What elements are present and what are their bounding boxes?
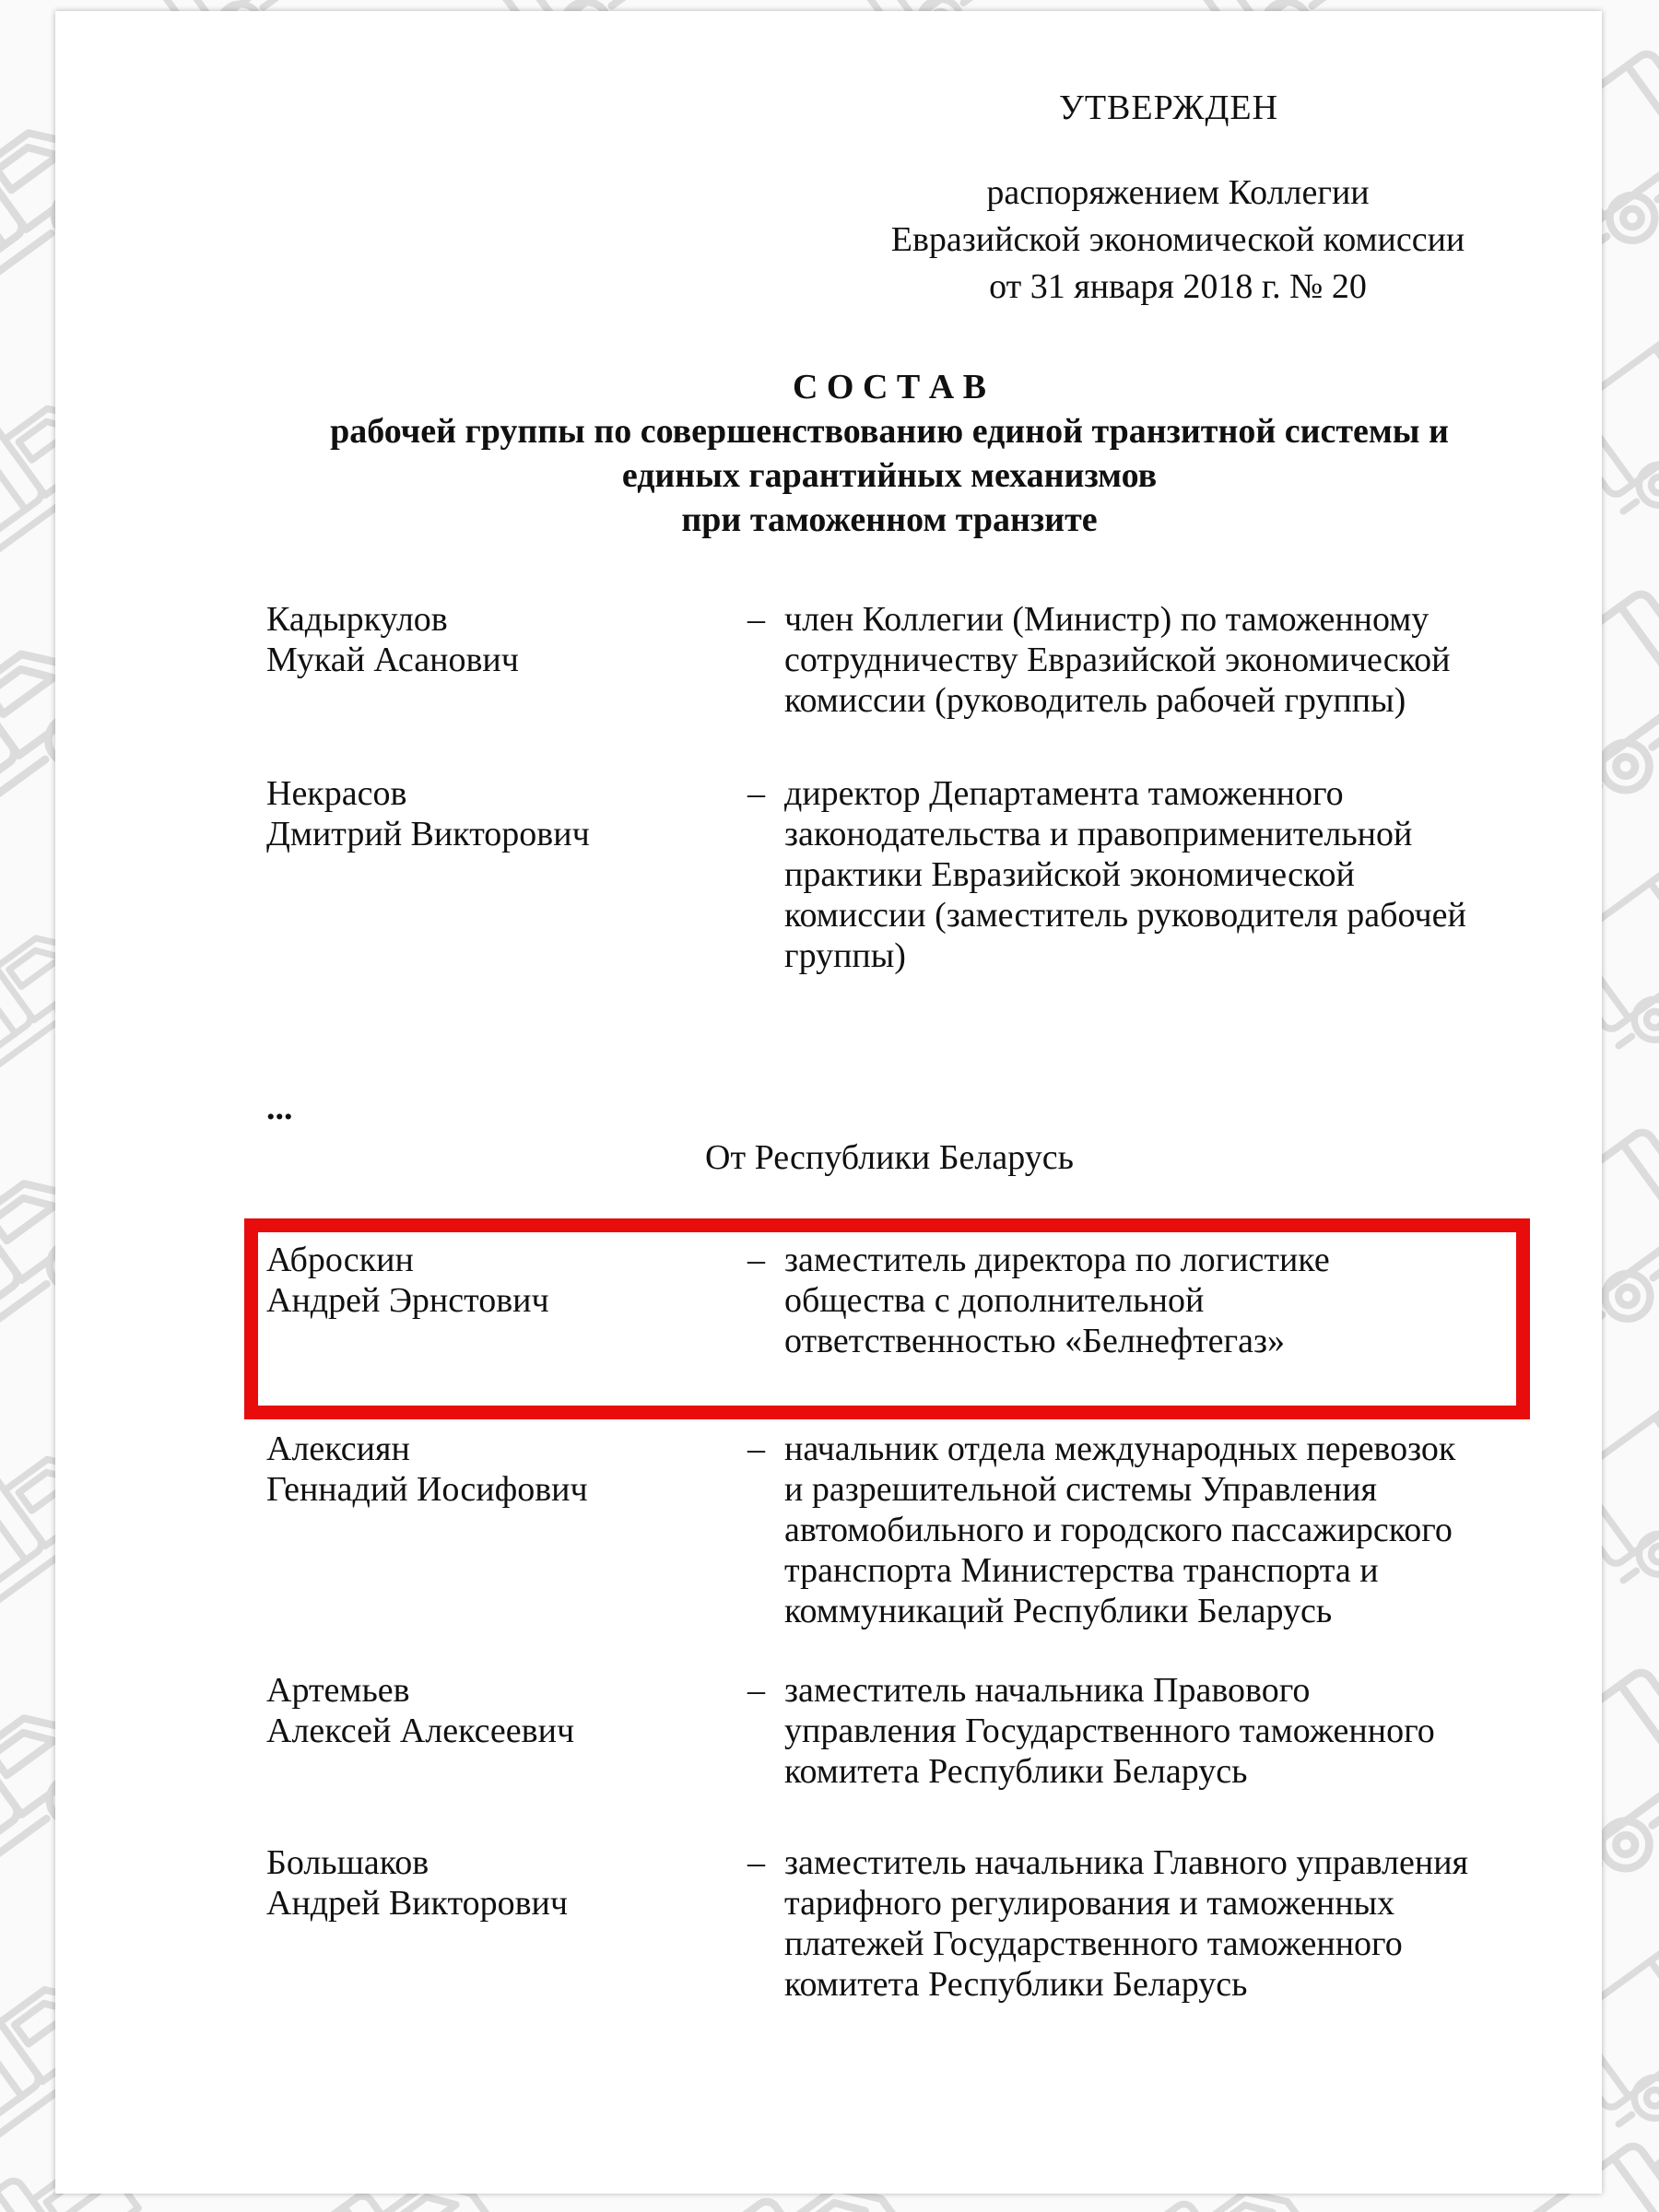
member-name-line: Артемьев (266, 1671, 410, 1710)
member-role-line: комитета Республики Беларусь (784, 1965, 1248, 2004)
member-role-line: платежей Государственного таможенного (784, 1924, 1403, 1963)
member-role-line: и разрешительной системы Управления (784, 1470, 1377, 1509)
member-role (784, 1670, 1540, 1792)
member-name-line: Большаков (266, 1843, 429, 1882)
document-title-line: при таможенном транзите (681, 500, 1098, 539)
dash-separator: – (747, 1843, 765, 1882)
dash-separator: – (747, 1671, 765, 1710)
member-role (784, 1240, 1540, 1361)
member-role-line: начальник отдела международных перевозок (784, 1430, 1456, 1468)
member-role-line: транспорта Министерства транспорта и (784, 1551, 1379, 1590)
section-heading-belarus: От Республики Беларусь (705, 1138, 1074, 1177)
member-name-line: Андрей Викторович (266, 1884, 568, 1923)
omitted-content-ellipsis: ... (266, 1088, 293, 1127)
approval-stamp-title: УТВЕРЖДЕН (1058, 88, 1279, 127)
member-name (266, 1240, 736, 1321)
member-name (266, 599, 736, 680)
member-role-line: законодательства и правоприменительной (784, 815, 1413, 853)
member-role-line: комиссии (заместитель руководителя рабочей (784, 896, 1466, 935)
document-page (55, 11, 1602, 2194)
member-role (784, 1842, 1540, 2005)
dash-separator: – (747, 1241, 765, 1279)
member-role-line: заместитель начальника Правового (784, 1671, 1311, 1710)
document-title (276, 365, 1502, 542)
member-role-line: заместитель начальника Главного управления (784, 1843, 1469, 1882)
member-name-line: Алексиян (266, 1430, 410, 1468)
member-name (266, 773, 736, 854)
member-role-line: группы) (784, 936, 906, 975)
document-title-line: единых гарантийных механизмов (621, 456, 1158, 495)
dash-separator: – (747, 1430, 765, 1468)
member-role-line: автомобильного и городского пассажирского (784, 1511, 1453, 1549)
member-name-line: Андрей Эрнстович (266, 1281, 549, 1320)
approval-line: Евразийской экономической комиссии (890, 220, 1465, 259)
dash-separator: – (747, 600, 765, 639)
approval-stamp-lines (865, 170, 1491, 311)
member-name-line: Аброскин (266, 1241, 414, 1279)
member-name-line: Алексей Алексеевич (266, 1712, 575, 1750)
member-role-line: практики Евразийской экономической (784, 855, 1355, 894)
member-role-line: ответственностью «Белнефтегаз» (784, 1322, 1286, 1360)
member-name (266, 1429, 736, 1510)
member-role-line: директор Департамента таможенного (784, 774, 1344, 813)
member-role (784, 599, 1540, 721)
member-role-line: член Коллегии (Министр) по таможенному (784, 600, 1430, 639)
member-name-line: Геннадий Иосифович (266, 1470, 588, 1509)
member-role-line: тарифного регулирования и таможенных (784, 1884, 1395, 1923)
member-name-line: Дмитрий Викторович (266, 815, 590, 853)
member-name-line: Некрасов (266, 774, 407, 813)
member-role-line: управления Государственного таможенного (784, 1712, 1435, 1750)
document-title-line: рабочей группы по совершенствованию единой транзитной системы и (330, 412, 1449, 451)
member-role-line: сотрудничеству Евразийской экономической (784, 641, 1451, 679)
member-role-line: комитета Республики Беларусь (784, 1752, 1248, 1791)
member-role (784, 1429, 1540, 1631)
member-role (784, 773, 1540, 976)
member-name (266, 1670, 736, 1751)
member-role-line: общества с дополнительной (784, 1281, 1205, 1320)
member-role-line: заместитель директора по логистике (784, 1241, 1330, 1279)
document-title-line: С О С Т А В (792, 368, 987, 406)
member-role-line: комиссии (руководитель рабочей группы) (784, 681, 1406, 720)
approval-line: распоряжением Коллегии (986, 173, 1370, 212)
approval-line: от 31 января 2018 г. № 20 (989, 267, 1367, 306)
member-role-line: коммуникаций Республики Беларусь (784, 1592, 1333, 1630)
member-name (266, 1842, 736, 1924)
member-name-line: Кадыркулов (266, 600, 448, 639)
member-name-line: Мукай Асанович (266, 641, 519, 679)
dash-separator: – (747, 774, 765, 813)
